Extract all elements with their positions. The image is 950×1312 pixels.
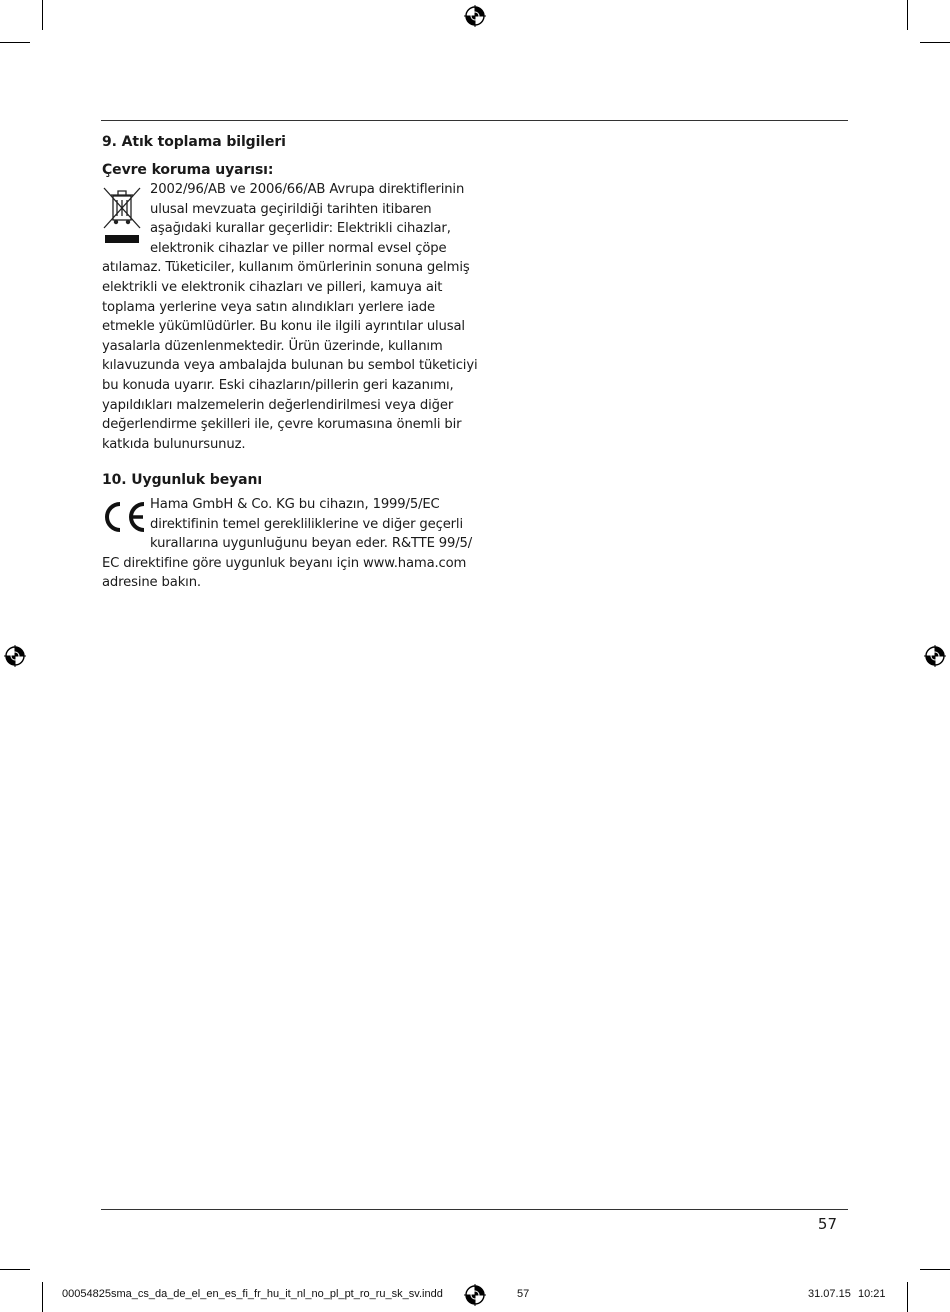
section-9-paragraph (102, 180, 478, 454)
text-line: kılavuzunda veya ambalajda bulunan bu sembol tüketiciyi (102, 358, 478, 374)
slug-filename: 00054825sma_cs_da_de_el_en_es_fi_fr_hu_it_nl_no_pl_pt_ro_ru_sk_sv.indd (62, 1288, 443, 1300)
crop-mark (0, 1269, 30, 1270)
text-line: elektronik cihazlar ve piller normal evsel çöpe (150, 240, 447, 256)
text-line: ulusal mevzuata geçirildiği tarihten itibaren (150, 201, 432, 217)
crop-mark (920, 1269, 950, 1270)
text-line: adresine bakın. (102, 575, 201, 591)
registration-mark-icon (4, 645, 26, 667)
section-9-heading: 9. Atık toplama bilgileri (102, 134, 286, 150)
crop-mark (920, 42, 950, 43)
crop-mark (42, 1282, 43, 1312)
text-line: etmekle yükümlüdürler. Bu konu ile ilgili ayrıntılar ulusal (102, 319, 465, 335)
registration-mark-icon (464, 5, 486, 27)
text-line: elektrikli ve elektronik cihazları ve pilleri, kamuya ait (102, 279, 443, 295)
text-line: 2002/96/AB ve 2006/66/AB Avrupa direktiflerinin (150, 182, 465, 197)
section-10-paragraph (102, 495, 472, 593)
text-line: değerlendirme şekilleri ile, çevre korumasına önemli bir (102, 417, 462, 433)
text-line: kurallarına uygunluğunu beyan eder. R&TTE 99/5/ (150, 536, 473, 552)
crop-mark (907, 0, 908, 30)
slug-page: 57 (517, 1288, 530, 1300)
text-line: yapıldıkları malzemelerin değerlendirilmesi veya diğer (102, 397, 454, 413)
text-line: toplama yerlerine veya satın alındıkları yerlere iade (102, 299, 435, 315)
crop-mark (907, 1282, 908, 1312)
text-line: katkıda bulunursunuz. (102, 436, 246, 452)
bottom-rule (101, 1209, 848, 1210)
crop-mark (42, 0, 43, 30)
registration-mark-icon (924, 645, 946, 667)
text-line: aşağıdaki kurallar geçerlidir: Elektrikli cihazlar, (150, 221, 451, 237)
section-10-heading: 10. Uygunluk beyanı (102, 472, 263, 488)
registration-mark-icon (464, 1284, 486, 1306)
text-line: EC direktifine göre uygunluk beyanı için www.hama.com (102, 555, 467, 571)
text-line: atılamaz. Tüketiciler, kullanım ömürlerinin sonuna gelmiş (102, 260, 470, 276)
text-line: Hama GmbH & Co. KG bu cihazın, 1999/5/EC (150, 497, 440, 512)
slug-time: 10:21 (858, 1288, 886, 1300)
text-line: bu konuda uyarır. Eski cihazların/pillerin geri kazanımı, (102, 377, 454, 393)
crop-mark (0, 42, 30, 43)
slug-date: 31.07.15 (808, 1288, 851, 1300)
environment-subheading: Çevre koruma uyarısı: (102, 162, 274, 178)
page-number: 57 (817, 1215, 837, 1233)
top-rule (101, 120, 848, 121)
text-line: yasalarla düzenlenmektedir. Ürün üzerinde, kullanım (102, 338, 443, 354)
text-line: direktifinin temel gerekliliklerine ve diğer geçerli (150, 516, 463, 532)
